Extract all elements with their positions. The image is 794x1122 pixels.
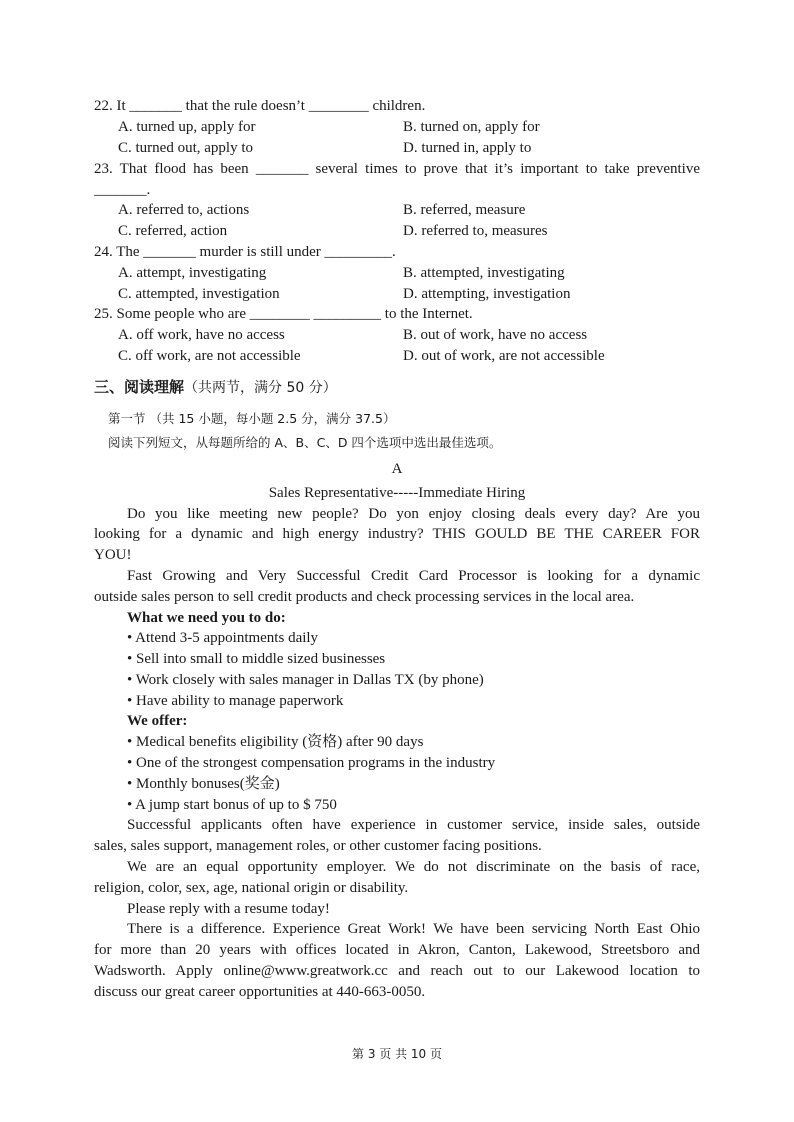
question-25-option-a: A. off work, have no access [118,327,285,343]
question-23-stem-cont: _______. [94,182,151,198]
paragraph-2-line-2: outside sales person to sell credit products and check processing services in the local area. [94,589,635,605]
question-24-option-d: D. attempting, investigation [403,286,571,302]
question-23-option-a: A. referred to, actions [118,202,250,218]
paragraph-1-line-3: YOU! [94,547,132,563]
question-25-option-d: D. out of work, are not accessible [403,348,605,364]
paragraph-6-line-4: discuss our great career opportunities at 440-663-0050. [94,984,426,1000]
paragraph-1-line-1: Do you like meeting new people? Do yon enjoy closing deals every day? Are you [127,506,700,522]
question-23-option-c: C. referred, action [118,223,228,239]
question-24-option-c: C. attempted, investigation [118,286,280,302]
question-22-option-b: B. turned on, apply for [403,119,540,135]
question-23-stem: 23. That flood has been _______ several times to prove that it’s important to take preventive [94,161,700,177]
section-heading [94,377,337,398]
paragraph-2-line-1: Fast Growing and Very Successful Credit Card Processor is looking for a dynamic [127,568,700,584]
paragraph-4-line-2: religion, color, sex, age, national origin or disability. [94,880,409,896]
question-25-option-c: C. off work, are not accessible [118,348,301,364]
question-25-stem: 25. Some people who are ________ _________ to the Internet. [94,306,473,322]
question-24-option-b: B. attempted, investigating [403,265,565,281]
need-item: • Have ability to manage paperwork [127,693,344,709]
offer-item: • A jump start bonus of up to $ 750 [127,797,337,813]
paragraph-4-line-1: We are an equal opportunity employer. We do not discriminate on the basis of race, [127,859,700,875]
paragraph-6-line-1: There is a difference. Experience Great Work! We have been servicing North East Ohio [127,921,700,937]
question-23-option-d: D. referred to, measures [403,223,548,239]
need-heading: What we need you to do: [127,610,286,626]
paragraph-3-line-2: sales, sales support, management roles, or other customer facing positions. [94,838,542,854]
passage-label: A [391,461,403,477]
question-24-option-a: A. attempt, investigating [118,265,267,281]
question-22-stem: 22. It _______ that the rule doesn’t ________ children. [94,98,426,114]
page-footer: 第 3 页 共 10 页 [352,1047,442,1061]
part-one-heading: 第一节 （共 15 小题，每小题 2.5 分，满分 37.5） [108,411,396,426]
paragraph-5: Please reply with a resume today! [127,901,330,917]
question-23-option-b: B. referred, measure [403,202,526,218]
passage-title: Sales Representative-----Immediate Hiring [268,485,526,501]
need-item: • Work closely with sales manager in Dallas TX (by phone) [127,672,484,688]
need-item: • Attend 3-5 appointments daily [127,630,319,646]
paragraph-6-line-2: for more than 20 years with offices located in Akron, Canton, Lakewood, Streetsboro and [94,942,700,958]
paragraph-3-line-1: Successful applicants often have experience in customer service, inside sales, outside [127,817,700,833]
offer-item: • Monthly bonuses(奖金) [127,776,280,792]
section-title: 三、阅读理解 [94,378,185,396]
question-25-option-b: B. out of work, have no access [403,327,588,343]
need-item: • Sell into small to middle sized businesses [127,651,386,667]
instruction-text: 阅读下列短文，从每题所给的 A、B、C、D 四个选项中选出最佳选项。 [108,435,502,450]
question-22-option-c: C. turned out, apply to [118,140,253,156]
section-note: （共两节，满分 50 分） [184,380,337,396]
offer-item: • Medical benefits eligibility (资格) after 90 days [127,734,424,750]
paragraph-1-line-2: looking for a dynamic and high energy industry? THIS GOULD BE THE CAREER FOR [94,526,700,542]
offer-item: • One of the strongest compensation programs in the industry [127,755,496,771]
question-22-option-d: D. turned in, apply to [403,140,532,156]
paragraph-6-line-3: Wadsworth. Apply online@www.greatwork.cc and reach out to our Lakewood location to [94,963,700,979]
question-24-stem: 24. The _______ murder is still under _________. [94,244,396,260]
question-22-option-a: A. turned up, apply for [118,119,256,135]
offer-heading: We offer: [127,713,188,729]
